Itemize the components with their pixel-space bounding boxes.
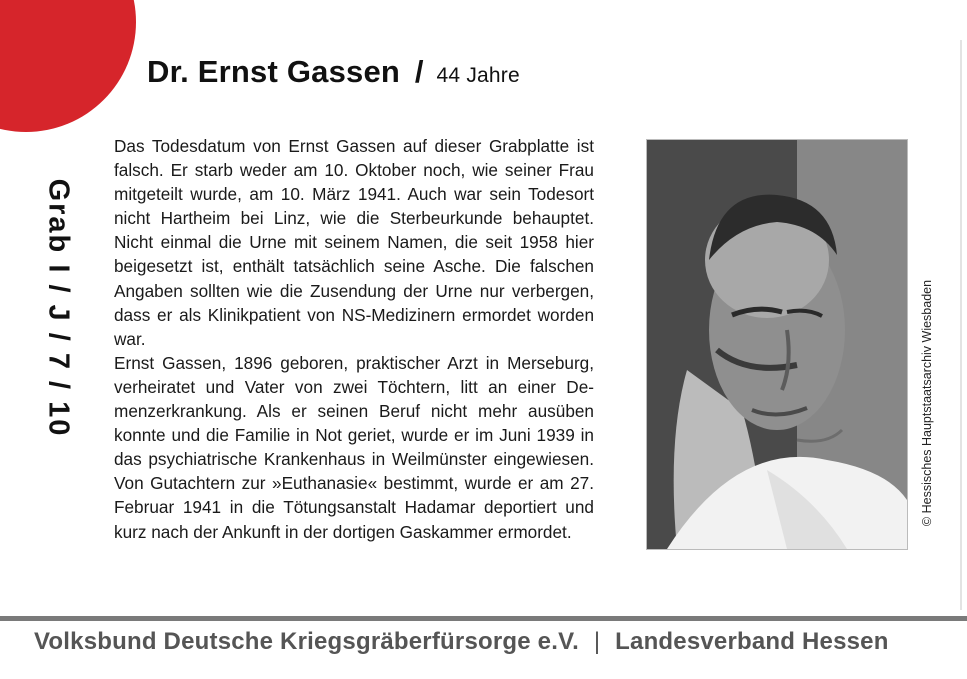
footer-separator: |	[593, 628, 601, 655]
footer-region: Landesverband Hessen	[615, 628, 889, 655]
biography-paragraph-2: Ernst Gassen, 1896 geboren, praktischer Arzt in Merseburg, verheiratet und Vater von zwei Töchtern, litt an einer Demenzerkrankung. Als er seinen Beruf nicht mehr ausüben konnte und die Familie in Not geriet, wurde er im Juni 1939 in das psychiatrische Krankenhaus in Weilmünster eingewiesen. Von Gutachtern zur »Euthanasie« bestimmt, wurde er am 27. Februar 1941 in die Tötungsanstalt Hadamar deportiert und kurz nach der Ankunft in der dortigen Gaskammer ermordet.	[114, 352, 594, 542]
page-right-edge	[960, 40, 962, 610]
title-slash: /	[414, 54, 424, 89]
page-title	[147, 54, 520, 90]
grave-location-label: Grab I / J / 7 / 10	[42, 178, 75, 438]
footer-divider	[0, 616, 967, 621]
biography-text	[114, 134, 594, 544]
red-circle-decoration	[0, 0, 136, 132]
portrait-photo	[646, 139, 908, 550]
footer	[34, 628, 889, 656]
photo-credit: © Hessisches Hauptstaatsarchiv Wiesbaden	[920, 279, 934, 527]
biography-paragraph-1: Das Todesdatum von Ernst Gassen auf dieser Grabplatte ist falsch. Er starb weder am 10. Oktober noch, wie seiner Frau mitgeteilt wurde, am 10. März 1941. Auch war sein Todesort nicht Hartheim bei Linz, wie die Sterbeurkunde behauptet. Nicht einmal die Urne mit seinem Namen, die seit 1958 hier beigesetzt ist, enthält tatsächlich seine Asche. Die falschen Angaben sollten wie die Zusendung der Urne nur verbergen, dass er als Klinikpatient von NS-Medizinern ermordet worden war.	[114, 136, 594, 349]
person-age: 44 Jahre	[436, 64, 520, 87]
portrait-illustration	[647, 140, 907, 549]
person-name: Dr. Ernst Gassen	[147, 54, 401, 89]
footer-organization: Volksbund Deutsche Kriegsgräberfürsorge e.V.	[34, 628, 579, 655]
